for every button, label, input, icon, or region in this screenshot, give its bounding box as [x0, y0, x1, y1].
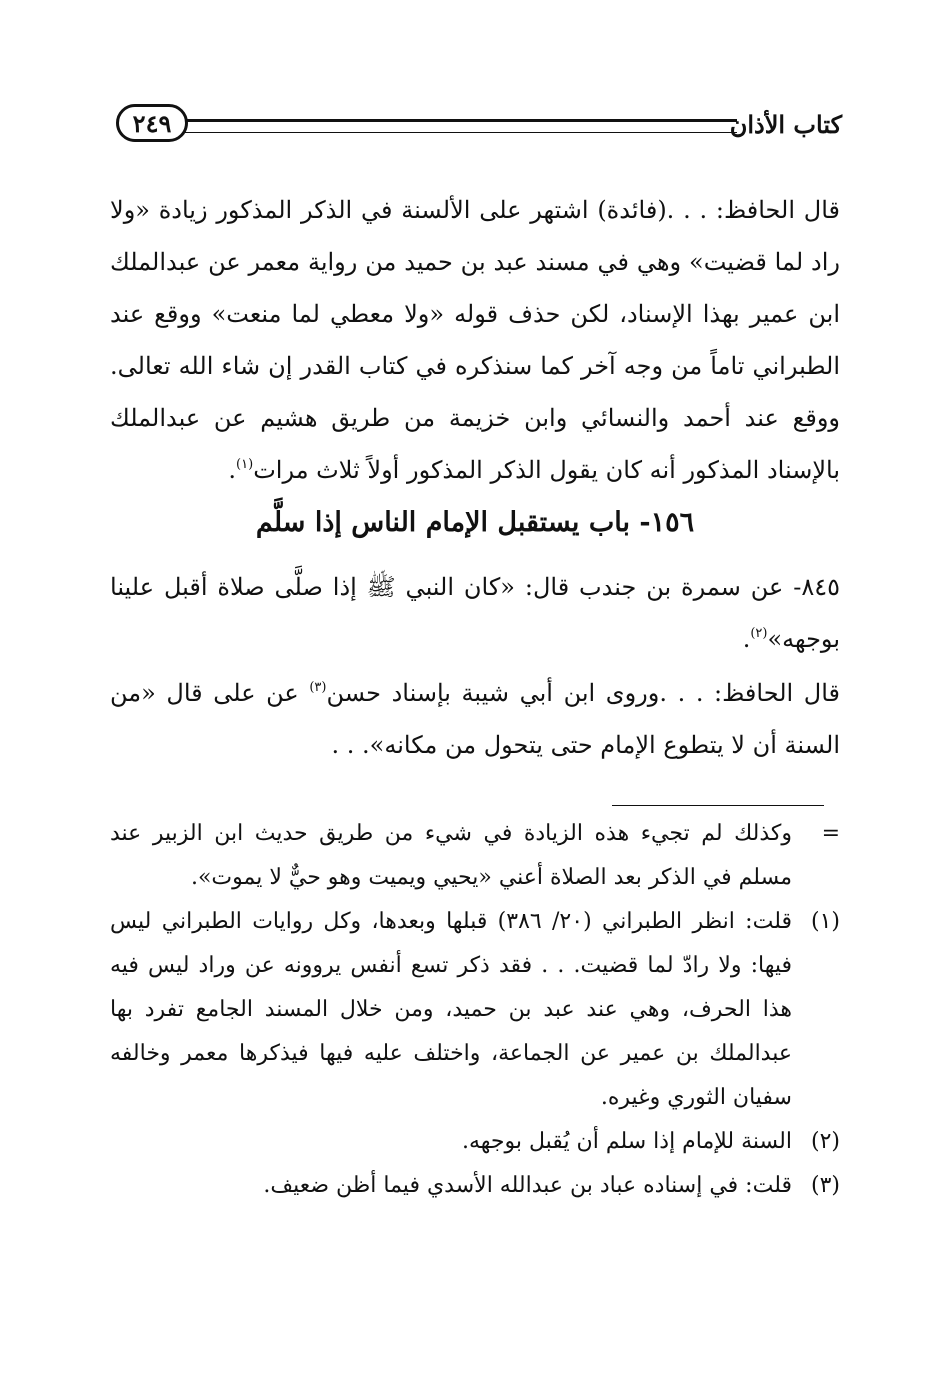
- hadith-block: [110, 561, 840, 665]
- footnote-1: [110, 900, 840, 1120]
- page-number: ٢٤٩: [116, 104, 188, 142]
- running-header: [112, 96, 842, 156]
- commentary-text-before: قال الحافظ: . . .وروى ابن أبي شيبة بإسناد حسن: [326, 679, 841, 707]
- chapter-title: كتاب الأذان: [729, 110, 842, 139]
- main-paragraph-end: .: [228, 456, 237, 484]
- chapter-heading: ١٥٦- باب يستقبل الإمام الناس إذا سلَّم: [255, 507, 695, 538]
- footnote-ref-1: (١): [236, 457, 254, 472]
- footnote-text: وكذلك لم تجيء هذه الزيادة في شيء من طريق حديث ابن الزبير عند مسلم في الذكر بعد الصلاة أعني «يحيي ويميت وهو حيٌّ لا يموت».: [110, 821, 792, 890]
- footnote-text: قلت: انظر الطبراني (٢٠/ ٣٨٦) قبلها وبعدها، وكل روايات الطبراني ليس فيها: ولا رادّ لما قضيت. . . فقد ذكر تسع أنفس يروونه عن وراد ليس فيه هذا الحرف، وهي عند عبد بن حميد، ومن خلال المسند الجامع تفرد بها عبدالملك بن عمير عن الجماعة، واختلف عليه فيها فيذكرها معمر وخالفه سفيان الثوري وغيره.: [110, 909, 792, 1110]
- footnote-2: [110, 1120, 840, 1164]
- footnote-separator: [612, 805, 824, 806]
- commentary-text-after: عن على قال «من السنة أن لا يتطوع الإمام حتى يتحول من مكانه». . .: [110, 679, 840, 759]
- hadith-text: ٨٤٥- عن سمرة بن جندب قال: «كان النبي ﷺ إذا صلَّى صلاة أقبل علينا بوجهه»: [110, 573, 840, 653]
- footnotes: [110, 812, 840, 1208]
- footnote-marker: (١): [810, 909, 840, 934]
- footnote-marker: (٢): [810, 1129, 840, 1154]
- hadith-end: .: [742, 625, 751, 653]
- footnote-continuation: [110, 812, 840, 900]
- footnote-ref-3: (٣): [309, 680, 327, 695]
- commentary-block: [110, 667, 840, 771]
- footnote-text: قلت: في إسناده عباد بن عبدالله الأسدي فيما أظن ضعيف.: [263, 1173, 792, 1198]
- footnote-marker: =: [821, 821, 840, 846]
- footnote-3: [110, 1164, 840, 1208]
- main-paragraph: [110, 184, 840, 496]
- footnote-ref-2: (٢): [750, 626, 768, 641]
- footnote-text: السنة للإمام إذا سلم أن يُقبل بوجهه.: [462, 1129, 792, 1154]
- footnote-marker: (٣): [810, 1173, 840, 1198]
- main-paragraph-text: قال الحافظ: . . .(فائدة) اشتهر على الألسنة في الذكر المذكور زيادة «ولا راد لما قضيت» وهي في مسند عبد بن حميد من رواية معمر عن عبدالملك ابن عمير بهذا الإسناد، لكن حذف قوله «ولا معطي لما منعت» ووقع عند الطبراني تاماً من وجه آخر كما سنذكره في كتاب القدر إن شاء الله تعالى. ووقع عند أحمد والنسائي وابن خزيمة من طريق هشيم عن عبدالملك بالإسناد المذكور أنه كان يقول الذكر المذكور أولاً ثلاث مرات: [110, 196, 840, 484]
- header-rule: [182, 119, 737, 133]
